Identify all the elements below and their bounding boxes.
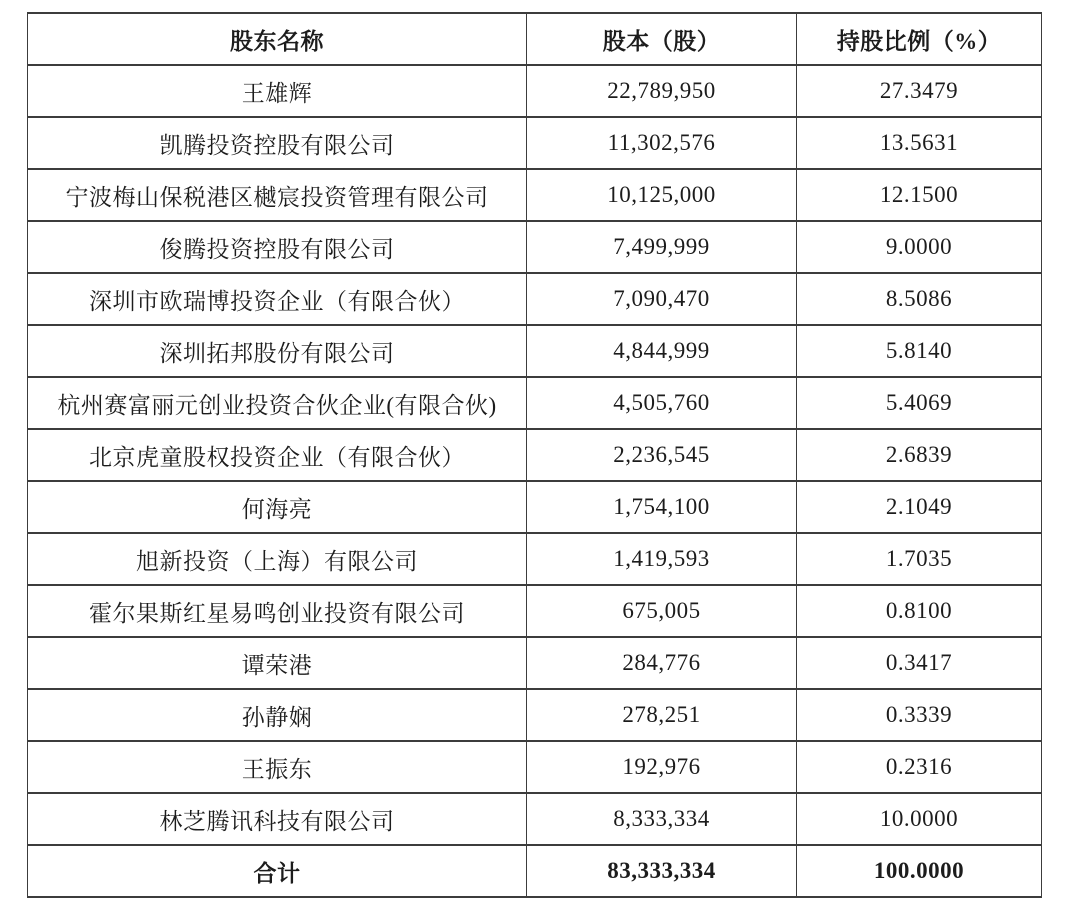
total-row xyxy=(28,845,1042,897)
total-shares-value: 83,333,334 xyxy=(527,845,797,897)
table-body xyxy=(28,65,1042,845)
shareholding-ratio-cell: 1.7035 xyxy=(797,533,1042,585)
column-header-share-capital: 股本（股） xyxy=(527,13,797,65)
share-capital-cell: 2,236,545 xyxy=(527,429,797,481)
shareholder-name-cell: 杭州赛富丽元创业投资合伙企业(有限合伙) xyxy=(28,377,527,429)
share-capital-cell: 4,844,999 xyxy=(527,325,797,377)
table-row xyxy=(28,325,1042,377)
shareholding-ratio-cell: 9.0000 xyxy=(797,221,1042,273)
shareholder-table xyxy=(27,12,1042,898)
share-capital-cell: 284,776 xyxy=(527,637,797,689)
share-capital-cell: 192,976 xyxy=(527,741,797,793)
column-header-shareholding-ratio: 持股比例（%） xyxy=(797,13,1042,65)
table-row xyxy=(28,273,1042,325)
shareholding-ratio-cell: 0.3339 xyxy=(797,689,1042,741)
shareholding-ratio-cell: 0.2316 xyxy=(797,741,1042,793)
shareholding-ratio-cell: 12.1500 xyxy=(797,169,1042,221)
shareholder-name-cell: 俊腾投资控股有限公司 xyxy=(28,221,527,273)
shareholding-ratio-cell: 0.3417 xyxy=(797,637,1042,689)
shareholder-name-cell: 何海亮 xyxy=(28,481,527,533)
share-capital-cell: 8,333,334 xyxy=(527,793,797,845)
table-row xyxy=(28,793,1042,845)
table-row xyxy=(28,741,1042,793)
share-capital-cell: 7,090,470 xyxy=(527,273,797,325)
table-row xyxy=(28,689,1042,741)
shareholding-ratio-cell: 2.6839 xyxy=(797,429,1042,481)
shareholder-name-cell: 谭荣港 xyxy=(28,637,527,689)
share-capital-cell: 10,125,000 xyxy=(527,169,797,221)
shareholding-ratio-cell: 5.4069 xyxy=(797,377,1042,429)
share-capital-cell: 1,419,593 xyxy=(527,533,797,585)
shareholder-name-cell: 凯腾投资控股有限公司 xyxy=(28,117,527,169)
share-capital-cell: 1,754,100 xyxy=(527,481,797,533)
table-row xyxy=(28,221,1042,273)
column-header-shareholder-name: 股东名称 xyxy=(28,13,527,65)
shareholding-ratio-cell: 10.0000 xyxy=(797,793,1042,845)
table-row xyxy=(28,585,1042,637)
shareholder-name-cell: 林芝腾讯科技有限公司 xyxy=(28,793,527,845)
shareholding-ratio-cell: 2.1049 xyxy=(797,481,1042,533)
table-row xyxy=(28,377,1042,429)
shareholder-name-cell: 霍尔果斯红星易鸣创业投资有限公司 xyxy=(28,585,527,637)
table-row xyxy=(28,117,1042,169)
shareholder-name-cell: 旭新投资（上海）有限公司 xyxy=(28,533,527,585)
total-ratio-value: 100.0000 xyxy=(797,845,1042,897)
shareholding-ratio-cell: 8.5086 xyxy=(797,273,1042,325)
share-capital-cell: 22,789,950 xyxy=(527,65,797,117)
table-row xyxy=(28,533,1042,585)
share-capital-cell: 675,005 xyxy=(527,585,797,637)
shareholder-name-cell: 北京虎童股权投资企业（有限合伙） xyxy=(28,429,527,481)
shareholding-ratio-cell: 13.5631 xyxy=(797,117,1042,169)
total-label: 合计 xyxy=(28,845,527,897)
table-row xyxy=(28,637,1042,689)
table-row xyxy=(28,65,1042,117)
shareholder-name-cell: 深圳拓邦股份有限公司 xyxy=(28,325,527,377)
shareholding-ratio-cell: 27.3479 xyxy=(797,65,1042,117)
shareholder-name-cell: 深圳市欧瑞博投资企业（有限合伙） xyxy=(28,273,527,325)
share-capital-cell: 7,499,999 xyxy=(527,221,797,273)
table-row xyxy=(28,481,1042,533)
shareholding-ratio-cell: 0.8100 xyxy=(797,585,1042,637)
header-row xyxy=(28,13,1042,65)
shareholder-name-cell: 宁波梅山保税港区樾宸投资管理有限公司 xyxy=(28,169,527,221)
shareholding-ratio-cell: 5.8140 xyxy=(797,325,1042,377)
shareholder-name-cell: 孙静娴 xyxy=(28,689,527,741)
share-capital-cell: 4,505,760 xyxy=(527,377,797,429)
table-row xyxy=(28,429,1042,481)
shareholder-name-cell: 王振东 xyxy=(28,741,527,793)
share-capital-cell: 11,302,576 xyxy=(527,117,797,169)
table-row xyxy=(28,169,1042,221)
shareholder-name-cell: 王雄辉 xyxy=(28,65,527,117)
share-capital-cell: 278,251 xyxy=(527,689,797,741)
